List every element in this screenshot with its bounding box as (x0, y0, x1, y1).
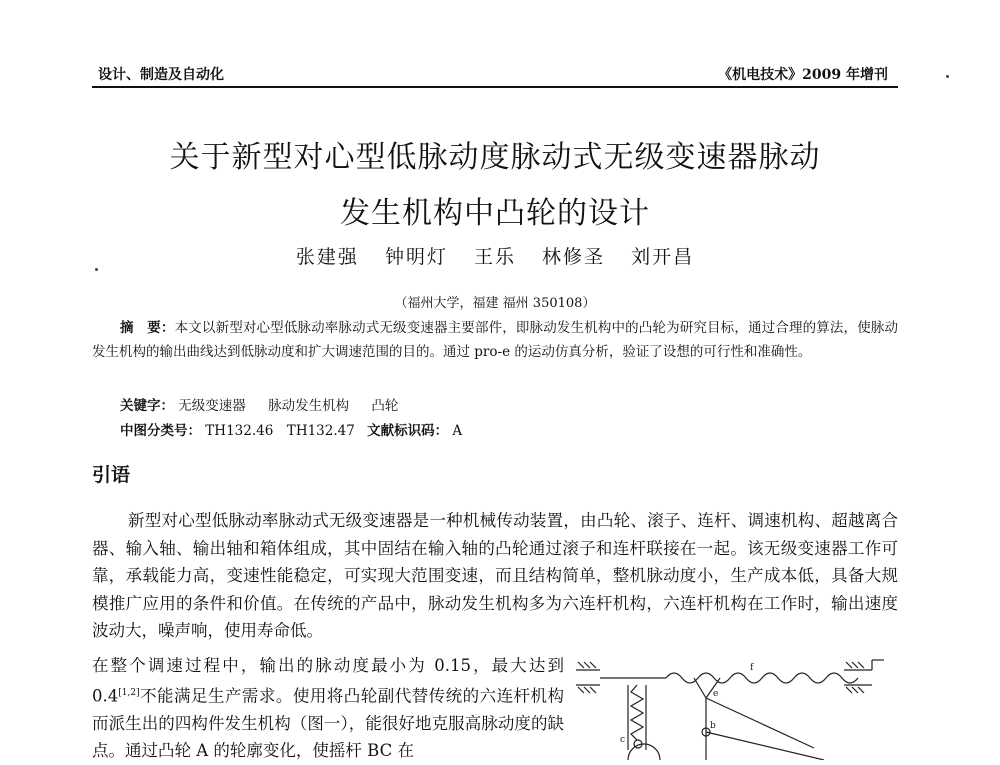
section-heading: 引语 (92, 464, 131, 486)
paragraph-1: 新型对心型低脉动率脉动式无级变速器是一种机械传动装置，由凸轮、滚子、连杆、调速机构、超越离合器、输入轴、输出轴和箱体组成，其中固结在输入轴的凸轮通过滚子和连杆联接在一起。该无级变速器工作可靠，承载能力高，变速性能稳定，可实现大范围变速，而且结构简单，整机脉动度小，生产成本低，具备大规模推广应用的条件和价值。在传统的产品中，脉动发生机构多为六连杆机构，六连杆机构在工作时，输出速度波动大，噪声响，使用寿命低。 (92, 511, 898, 640)
para2-text-a: 在整个调速过程中，输出的脉动度最小为 0.15，最大达到 0.4 (92, 656, 564, 705)
abstract (92, 316, 898, 364)
keywords-label: 关键字： (120, 398, 174, 414)
margin-dot (946, 75, 949, 78)
label-b: b (710, 721, 716, 731)
keyword: 无级变速器 (178, 398, 246, 414)
para2-text-b: 不能满足生产需求。使用将凸轮副代替传统的六连杆机构而派生出的四构件发生机构（图一），能很好地克服高脉动度的缺点。通过凸轮 A 的轮廓变化，使摇杆 BC 在 (92, 686, 564, 760)
authors: 张建强 钟明灯 王乐 林修圣 刘开昌 (295, 246, 695, 268)
abstract-text: 本文以新型对心型低脉动率脉动式无级变速器主要部件，即脉动发生机构中的凸轮为研究目标，通过合理的算法，使脉动发生机构的输出曲线达到低脉动度和扩大调速范围的目的。通过 pro-e 的运动仿真分析，验证了设想的可行性和准确性。 (92, 320, 899, 360)
mechanism-figure (574, 652, 904, 760)
classification (120, 419, 462, 439)
label-f: f (750, 663, 754, 673)
keyword: 脉动发生机构 (268, 398, 350, 414)
header-right: 《机电技术》2009 年增刊 (718, 67, 888, 83)
header-rule (92, 86, 898, 88)
doc-code-value: A (452, 423, 463, 439)
wave-spring (666, 673, 858, 683)
spring (631, 685, 643, 740)
abstract-label: 摘 要： (120, 320, 175, 336)
mechanism-diagram (574, 652, 904, 760)
keywords (120, 394, 416, 414)
classification-value: TH132.46 TH132.47 (205, 423, 355, 439)
title-line-2: 发生机构中凸轮的设计 (340, 196, 650, 231)
label-e: e (713, 689, 719, 699)
classification-label: 中图分类号： (120, 423, 201, 439)
header-left: 设计、制造及自动化 (98, 67, 224, 83)
link-bc (706, 732, 824, 760)
title-line-1: 关于新型对心型低脉动度脉动式无级变速器脉动 (169, 140, 821, 175)
keyword: 凸轮 (371, 398, 399, 414)
affiliation: （福州大学，福建 福州 350108） (394, 296, 596, 311)
citation: [1,2] (118, 687, 140, 698)
label-c: c (620, 735, 626, 745)
paragraph-2 (92, 652, 564, 765)
cam (628, 744, 660, 760)
doc-code-label: 文献标识码： (367, 423, 449, 439)
